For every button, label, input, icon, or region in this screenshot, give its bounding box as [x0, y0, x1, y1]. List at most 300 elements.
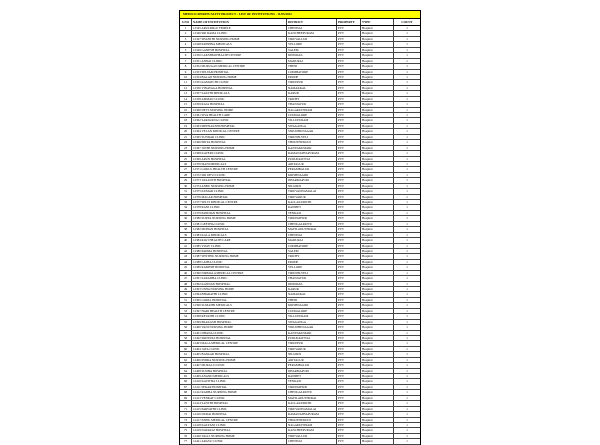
- cell-district: KANCHEEPURAM: [287, 428, 337, 432]
- cell-property: PVT: [337, 178, 361, 182]
- cell-sno: 23: [180, 146, 192, 150]
- table-row: [180, 439, 420, 444]
- cell-sno: 20: [180, 129, 192, 133]
- cell-district: VIRUDHUNAGAR: [287, 325, 337, 329]
- cell-property: PVT: [337, 320, 361, 324]
- cell-name: 12384 RAVI HEALTH CARE: [192, 238, 287, 242]
- cell-district: THANJAVUR: [287, 102, 337, 106]
- cell-type: Hospital: [361, 173, 394, 177]
- cell-name: 12382 MOHAN HOSPITAL: [192, 227, 287, 231]
- cell-district: COIMBATORE: [287, 70, 337, 74]
- cell-district: RANIPET: [287, 205, 337, 209]
- cell-count: 1: [406, 151, 408, 156]
- cell-name: 12369 ARUN HOSPITAL: [192, 157, 287, 161]
- cell-property: PVT: [337, 331, 361, 335]
- cell-name: 12405 BASKAR HOSPITAL: [192, 352, 287, 356]
- cell-name: 12401 DHANA CLINIC: [192, 331, 287, 335]
- cell-type: Hospital: [361, 423, 394, 427]
- cell-count: 1: [406, 200, 408, 204]
- cell-sno: 17: [180, 113, 192, 117]
- cell-count: 1: [406, 189, 408, 194]
- cell-sno: 24: [180, 151, 192, 155]
- cell-count: 1: [406, 129, 408, 134]
- cell-property: PVT: [337, 309, 361, 313]
- cell-count: 1: [406, 395, 408, 400]
- cell-property: PVT: [337, 249, 361, 253]
- cell-sno: 56: [180, 325, 192, 329]
- cell-property: PVT: [337, 260, 361, 264]
- cell-sno: 37: [180, 222, 192, 226]
- cell-count: 1: [406, 216, 408, 221]
- cell-count: 1: [406, 134, 408, 139]
- cell-property: PVT: [337, 439, 361, 443]
- cell-district: MADURAI: [287, 59, 337, 63]
- cell-property: PVT: [337, 401, 361, 405]
- cell-name: 12360 DEVI NURSING HOME: [192, 108, 287, 112]
- cell-count: 1: [406, 379, 408, 384]
- cell-property: PVT: [337, 385, 361, 389]
- cell-sno: 68: [180, 390, 192, 394]
- cell-name: 12392 KANNAN HOSPITAL: [192, 282, 287, 286]
- cell-sno: 2: [180, 31, 192, 35]
- cell-type: Hospital: [361, 189, 394, 193]
- cell-district: CHENNAI: [287, 26, 337, 30]
- cell-count: 1: [406, 42, 408, 47]
- cell-district: PERAMBALUR: [287, 363, 337, 367]
- cell-name: 12404 JAYA CLINIC: [192, 347, 287, 351]
- cell-name: 12421 ARASU CLINIC: [192, 439, 287, 443]
- cell-district: VELLORE: [287, 42, 337, 46]
- cell-sno: 40: [180, 238, 192, 242]
- cell-sno: 9: [180, 70, 192, 74]
- cell-property: PVT: [337, 124, 361, 128]
- cell-district: KALLAKURICHI: [287, 200, 337, 204]
- cell-name: 12417 EZHIL MEDICAL CENTRE: [192, 418, 287, 422]
- cell-name: 12409 ANAND MEDICALS: [192, 374, 287, 378]
- cell-name: 12364 VELAN MEDICAL CENTRE: [192, 129, 287, 133]
- cell-sno: 47: [180, 276, 192, 280]
- cell-type: Hospital: [361, 439, 394, 443]
- cell-sno: 34: [180, 205, 192, 209]
- cell-property: PVT: [337, 287, 361, 291]
- cell-sno: 57: [180, 331, 192, 335]
- cell-count: 1: [406, 259, 408, 264]
- cell-property: PVT: [337, 173, 361, 177]
- cell-sno: 38: [180, 227, 192, 231]
- cell-sno: 43: [180, 254, 192, 258]
- cell-type: Hospital: [361, 184, 394, 188]
- cell-name: 12368 KAVERI CLINIC: [192, 151, 287, 155]
- cell-name: 12386 PADMA HOSPITAL: [192, 249, 287, 253]
- cell-sno: 44: [180, 260, 192, 264]
- cell-count: 1: [406, 357, 408, 362]
- cell-name: 12391 SARADHA CLINIC: [192, 276, 287, 280]
- cell-type: Hospital: [361, 205, 394, 209]
- cell-district: ERODE: [287, 260, 337, 264]
- cell-district: CHENNAI: [287, 233, 337, 237]
- cell-type: Hospital: [361, 363, 394, 367]
- cell-count: 1: [406, 47, 408, 52]
- cell-sno: 65: [180, 374, 192, 378]
- header-count: COUNT: [401, 20, 413, 24]
- cell-property: PVT: [337, 423, 361, 427]
- cell-type: Hospital: [361, 358, 394, 362]
- cell-sno: 29: [180, 178, 192, 182]
- cell-district: THENI: [287, 64, 337, 68]
- cell-property: PVT: [337, 97, 361, 101]
- cell-property: PVT: [337, 91, 361, 95]
- cell-type: Hospital: [361, 75, 394, 79]
- cell-type: Hospital: [361, 244, 394, 248]
- cell-count: 1: [406, 390, 408, 395]
- cell-property: PVT: [337, 31, 361, 35]
- cell-property: PVT: [337, 146, 361, 150]
- cell-type: Hospital: [361, 53, 394, 57]
- cell-type: Hospital: [361, 434, 394, 438]
- cell-type: Hospital: [361, 407, 394, 411]
- cell-district: NILGIRIS: [287, 352, 337, 356]
- cell-count: 1: [406, 287, 408, 291]
- cell-count: 1: [406, 330, 408, 335]
- cell-district: TIRUVANNAMALAI: [287, 189, 337, 193]
- cell-type: Hospital: [361, 282, 394, 286]
- cell-name: 12351 ANNAI CLINIC: [192, 59, 287, 63]
- cell-district: TIRUNELVELI: [287, 135, 337, 139]
- cell-sno: 33: [180, 200, 192, 204]
- cell-district: KARUR: [287, 91, 337, 95]
- cell-count: 1: [406, 194, 408, 199]
- cell-sno: 30: [180, 184, 192, 188]
- cell-count: 1: [406, 53, 408, 58]
- cell-name: 12387 SENTHIL NURSING HOME: [192, 254, 287, 258]
- cell-district: NAMAKKAL: [287, 86, 337, 90]
- cell-name: 12357 SAKTHI MEDICALS: [192, 91, 287, 95]
- cell-sno: 1: [180, 26, 192, 30]
- cell-sno: 71: [180, 407, 192, 411]
- cell-property: PVT: [337, 162, 361, 166]
- cell-name: 12397 HARI HEALTH CENTRE: [192, 309, 287, 313]
- cell-sno: 55: [180, 320, 192, 324]
- cell-count: 1: [406, 384, 408, 389]
- cell-district: TIRUPPUR: [287, 80, 337, 84]
- cell-property: PVT: [337, 238, 361, 242]
- cell-property: PVT: [337, 140, 361, 144]
- cell-type: Hospital: [361, 157, 394, 161]
- cell-district: THANJAVUR: [287, 276, 337, 280]
- cell-type: Hospital: [361, 80, 394, 84]
- cell-name: 12376 MALAR HOSPITAL: [192, 195, 287, 199]
- cell-property: PVT: [337, 75, 361, 79]
- cell-property: PVT: [337, 211, 361, 215]
- cell-district: TRICHY: [287, 97, 337, 101]
- cell-district: CHENGALPATTU: [287, 390, 337, 394]
- cell-sno: 58: [180, 336, 192, 340]
- cell-type: Hospital: [361, 325, 394, 329]
- cell-count: 1: [406, 352, 408, 357]
- cell-property: PVT: [337, 151, 361, 155]
- cell-property: PVT: [337, 412, 361, 416]
- cell-count: 1: [406, 227, 408, 232]
- header-property: PROPERTY: [337, 19, 361, 25]
- cell-type: Hospital: [361, 227, 394, 231]
- cell-district: TIRUPATHUR: [287, 385, 337, 389]
- cell-type: Hospital: [361, 42, 394, 46]
- cell-name: 12370 MANI MEDICALS: [192, 162, 287, 166]
- cell-count: 1: [406, 102, 408, 107]
- cell-district: THOOTHUKUDI: [287, 418, 337, 422]
- cell-type: Hospital: [361, 254, 394, 258]
- cell-district: TRICHY: [287, 254, 337, 258]
- cell-property: PVT: [337, 358, 361, 362]
- cell-district: DHARMAPURI: [287, 178, 337, 182]
- cell-type: Hospital: [361, 385, 394, 389]
- cell-district: TENKASI: [287, 211, 337, 215]
- cell-count: 1: [406, 85, 408, 90]
- cell-property: PVT: [337, 129, 361, 133]
- cell-property: PVT: [337, 314, 361, 318]
- cell-sno: 54: [180, 314, 192, 318]
- cell-name: 12378 RANI CLINIC: [192, 205, 287, 209]
- cell-sno: 3: [180, 37, 192, 41]
- cell-property: PVT: [337, 135, 361, 139]
- cell-district: KANCHEEPURAM: [287, 31, 337, 35]
- cell-type: Hospital: [361, 216, 394, 220]
- cell-district: NAGAPATTINAM: [287, 108, 337, 112]
- cell-count: 1: [406, 292, 408, 297]
- cell-sno: 21: [180, 135, 192, 139]
- cell-sno: 70: [180, 401, 192, 405]
- cell-district: TIRUVARUR: [287, 195, 337, 199]
- cell-district: MAYILADUTHURAI: [287, 227, 337, 231]
- cell-name: 12366 PRIYA HOSPITAL: [192, 140, 287, 144]
- cell-count: 1: [406, 243, 408, 248]
- cell-name: 12352 MURUGAN MEDICAL CENTRE: [192, 64, 287, 68]
- cell-name: 12389 RAMESH HOSPITAL: [192, 265, 287, 269]
- cell-sno: 14: [180, 97, 192, 101]
- cell-name: 12381 GEETHA CLINIC: [192, 222, 287, 226]
- cell-count: 1: [406, 270, 408, 275]
- cell-district: SALEM: [287, 249, 337, 253]
- cell-property: PVT: [337, 434, 361, 438]
- cell-district: RAMANATHAPURAM: [287, 151, 337, 155]
- cell-name: 12396 SUMATHI MEDICALS: [192, 303, 287, 307]
- cell-sno: 28: [180, 173, 192, 177]
- cell-property: PVT: [337, 347, 361, 351]
- cell-district: VIRUDHUNAGAR: [287, 129, 337, 133]
- cell-district: MAYILADUTHURAI: [287, 396, 337, 400]
- cell-type: Hospital: [361, 369, 394, 373]
- cell-type: Hospital: [361, 352, 394, 356]
- cell-property: PVT: [337, 265, 361, 269]
- cell-count: 1: [406, 439, 408, 444]
- cell-name: 12373 VASANTH HOSPITAL: [192, 178, 287, 182]
- cell-sno: 4: [180, 42, 192, 46]
- cell-count: 1: [406, 178, 408, 183]
- cell-name: 12388 LATHA CLINIC: [192, 260, 287, 264]
- cell-name: 12371 GOKUL HEALTH CENTRE: [192, 167, 287, 171]
- cell-name: 12367 JOTHI NURSING HOME: [192, 146, 287, 150]
- cell-name: 12407 MURALI CLINIC: [192, 363, 287, 367]
- cell-type: Hospital: [361, 298, 394, 302]
- cell-name: 12377 SELVI MEDICAL CENTRE: [192, 200, 287, 204]
- cell-count: 1: [406, 406, 408, 411]
- cell-sno: 76: [180, 434, 192, 438]
- cell-sno: 63: [180, 363, 192, 367]
- cell-name: 12350 LAKSHMI HEALTH CENTRE: [192, 53, 287, 57]
- cell-sno: 36: [180, 216, 192, 220]
- cell-type: Hospital: [361, 37, 394, 41]
- cell-sno: 51: [180, 298, 192, 302]
- cell-district: KARUR: [287, 287, 337, 291]
- cell-count: 1: [406, 64, 408, 69]
- cell-sno: 49: [180, 287, 192, 291]
- cell-property: PVT: [337, 70, 361, 74]
- cell-type: Hospital: [361, 140, 394, 144]
- cell-count: 1: [406, 297, 408, 302]
- cell-name: 12411 SEKAR HOSPITAL: [192, 385, 287, 389]
- cell-name: 12385 VIJAY CLINIC: [192, 244, 287, 248]
- cell-property: PVT: [337, 48, 361, 52]
- cell-type: Hospital: [361, 428, 394, 432]
- cell-type: Hospital: [361, 396, 394, 400]
- cell-sno: 22: [180, 140, 192, 144]
- cell-district: RAMANATHAPURAM: [287, 412, 337, 416]
- cell-name: 12418 KALYANI CLINIC: [192, 423, 287, 427]
- cell-district: NILGIRIS: [287, 184, 337, 188]
- cell-count: 1: [406, 74, 408, 79]
- cell-district: SIVAGANGA: [287, 320, 337, 324]
- cell-type: Hospital: [361, 118, 394, 122]
- cell-type: Hospital: [361, 260, 394, 264]
- cell-name: 12356 VINAYAGA HOSPITAL: [192, 86, 287, 90]
- cell-name: 12413 VENKAT CLINIC: [192, 396, 287, 400]
- cell-district: DINDIGUL: [287, 53, 337, 57]
- cell-property: PVT: [337, 227, 361, 231]
- cell-district: VELLORE: [287, 265, 337, 269]
- cell-district: KANYAKUMARI: [287, 331, 337, 335]
- cell-sno: 64: [180, 369, 192, 373]
- cell-district: CHENGALPATTU: [287, 222, 337, 226]
- cell-name: 12403 MALA MEDICAL CENTRE: [192, 341, 287, 345]
- cell-count: 1: [406, 341, 408, 346]
- cell-district: VILLUPURAM: [287, 118, 337, 122]
- cell-count: 1: [406, 308, 408, 313]
- cell-count: 1: [406, 145, 408, 150]
- cell-name: 12365 SUNDAR CLINIC: [192, 135, 287, 139]
- cell-count: 1: [406, 254, 408, 259]
- cell-count: 1: [406, 238, 408, 243]
- cell-type: Hospital: [361, 124, 394, 128]
- cell-sno: 42: [180, 249, 192, 253]
- cell-property: PVT: [337, 80, 361, 84]
- cell-district: SIVAGANGA: [287, 124, 337, 128]
- cell-sno: 18: [180, 118, 192, 122]
- cell-type: Hospital: [361, 265, 394, 269]
- cell-property: PVT: [337, 37, 361, 41]
- cell-count: 1: [406, 232, 408, 237]
- cell-name: 12355 KAMATCHI CLINIC: [192, 80, 287, 84]
- cell-type: Hospital: [361, 102, 394, 106]
- cell-sno: 59: [180, 341, 192, 345]
- cell-count: 1: [406, 412, 408, 417]
- cell-count: 1: [406, 69, 408, 74]
- cell-name: 12358 AMMAN CLINIC: [192, 97, 287, 101]
- cell-type: Hospital: [361, 167, 394, 171]
- cell-name: 12375 KUMAR CLINIC: [192, 189, 287, 193]
- cell-property: PVT: [337, 222, 361, 226]
- cell-property: PVT: [337, 276, 361, 280]
- cell-count: 1: [406, 276, 408, 281]
- cell-property: PVT: [337, 108, 361, 112]
- cell-district: KRISHNAGIRI: [287, 173, 337, 177]
- cell-sno: 50: [180, 292, 192, 296]
- cell-property: PVT: [337, 428, 361, 432]
- cell-sno: 46: [180, 271, 192, 275]
- cell-count: 1: [406, 433, 408, 438]
- cell-name: 12374 ANBU NURSING HOME: [192, 184, 287, 188]
- cell-sno: 48: [180, 282, 192, 286]
- cell-name: 12348 KRISHNA MEDICALS: [192, 42, 287, 46]
- table-body: [180, 26, 420, 445]
- cell-count: 1: [406, 167, 408, 172]
- cell-property: PVT: [337, 379, 361, 383]
- cell-type: Hospital: [361, 108, 394, 112]
- cell-district: SALEM: [287, 48, 337, 52]
- cell-name: 12362 SARAVANA CLINIC: [192, 118, 287, 122]
- cell-district: KALLAKURICHI: [287, 401, 337, 405]
- cell-name: 12393 USHA NURSING HOME: [192, 287, 287, 291]
- cell-count: 1: [406, 172, 408, 177]
- cell-type: Hospital: [361, 59, 394, 63]
- cell-property: PVT: [337, 292, 361, 296]
- cell-name: 12345 ARULMIGU TEMPLE: [192, 26, 287, 30]
- cell-sno: 8: [180, 64, 192, 68]
- cell-name: 12349 GANESH HOSPITAL: [192, 48, 287, 52]
- cell-count: 1: [406, 346, 408, 351]
- cell-type: Hospital: [361, 390, 394, 394]
- cell-count: 1: [406, 428, 408, 433]
- cell-property: PVT: [337, 26, 361, 30]
- cell-name: 12346 SRI RAMA CLINIC: [192, 31, 287, 35]
- cell-count: 1: [406, 319, 408, 324]
- cell-name: 12354 BALAJI NURSING HOME: [192, 75, 287, 79]
- cell-sno: 75: [180, 428, 192, 432]
- cell-name: 12395 GOPAL HOSPITAL: [192, 298, 287, 302]
- cell-sno: 25: [180, 157, 192, 161]
- cell-sno: 15: [180, 102, 192, 106]
- cell-district: TIRUPATHUR: [287, 216, 337, 220]
- cell-count: 1: [406, 91, 408, 96]
- cell-property: PVT: [337, 86, 361, 90]
- cell-name: 12408 SUDHA HOSPITAL: [192, 369, 287, 373]
- cell-district: TENKASI: [287, 379, 337, 383]
- cell-count: 1: [406, 335, 408, 340]
- cell-count: 1: [406, 36, 408, 41]
- cell-count: 1: [406, 118, 408, 123]
- cell-district: DINDIGUL: [287, 282, 337, 286]
- cell-sno: 72: [180, 412, 192, 416]
- cell-sno: 62: [180, 358, 192, 362]
- cell-count: 1: [406, 161, 408, 166]
- cell-district: CHENNAI: [287, 439, 337, 443]
- cell-type: Hospital: [361, 48, 394, 52]
- cell-sno: 67: [180, 385, 192, 389]
- cell-name: 12399 PRAKASH HOSPITAL: [192, 320, 287, 324]
- cell-name: 12402 SRINIVAS HOSPITAL: [192, 336, 287, 340]
- cell-type: Hospital: [361, 341, 394, 345]
- cell-district: PERAMBALUR: [287, 167, 337, 171]
- cell-name: 12414 SANTHI HOSPITAL: [192, 401, 287, 405]
